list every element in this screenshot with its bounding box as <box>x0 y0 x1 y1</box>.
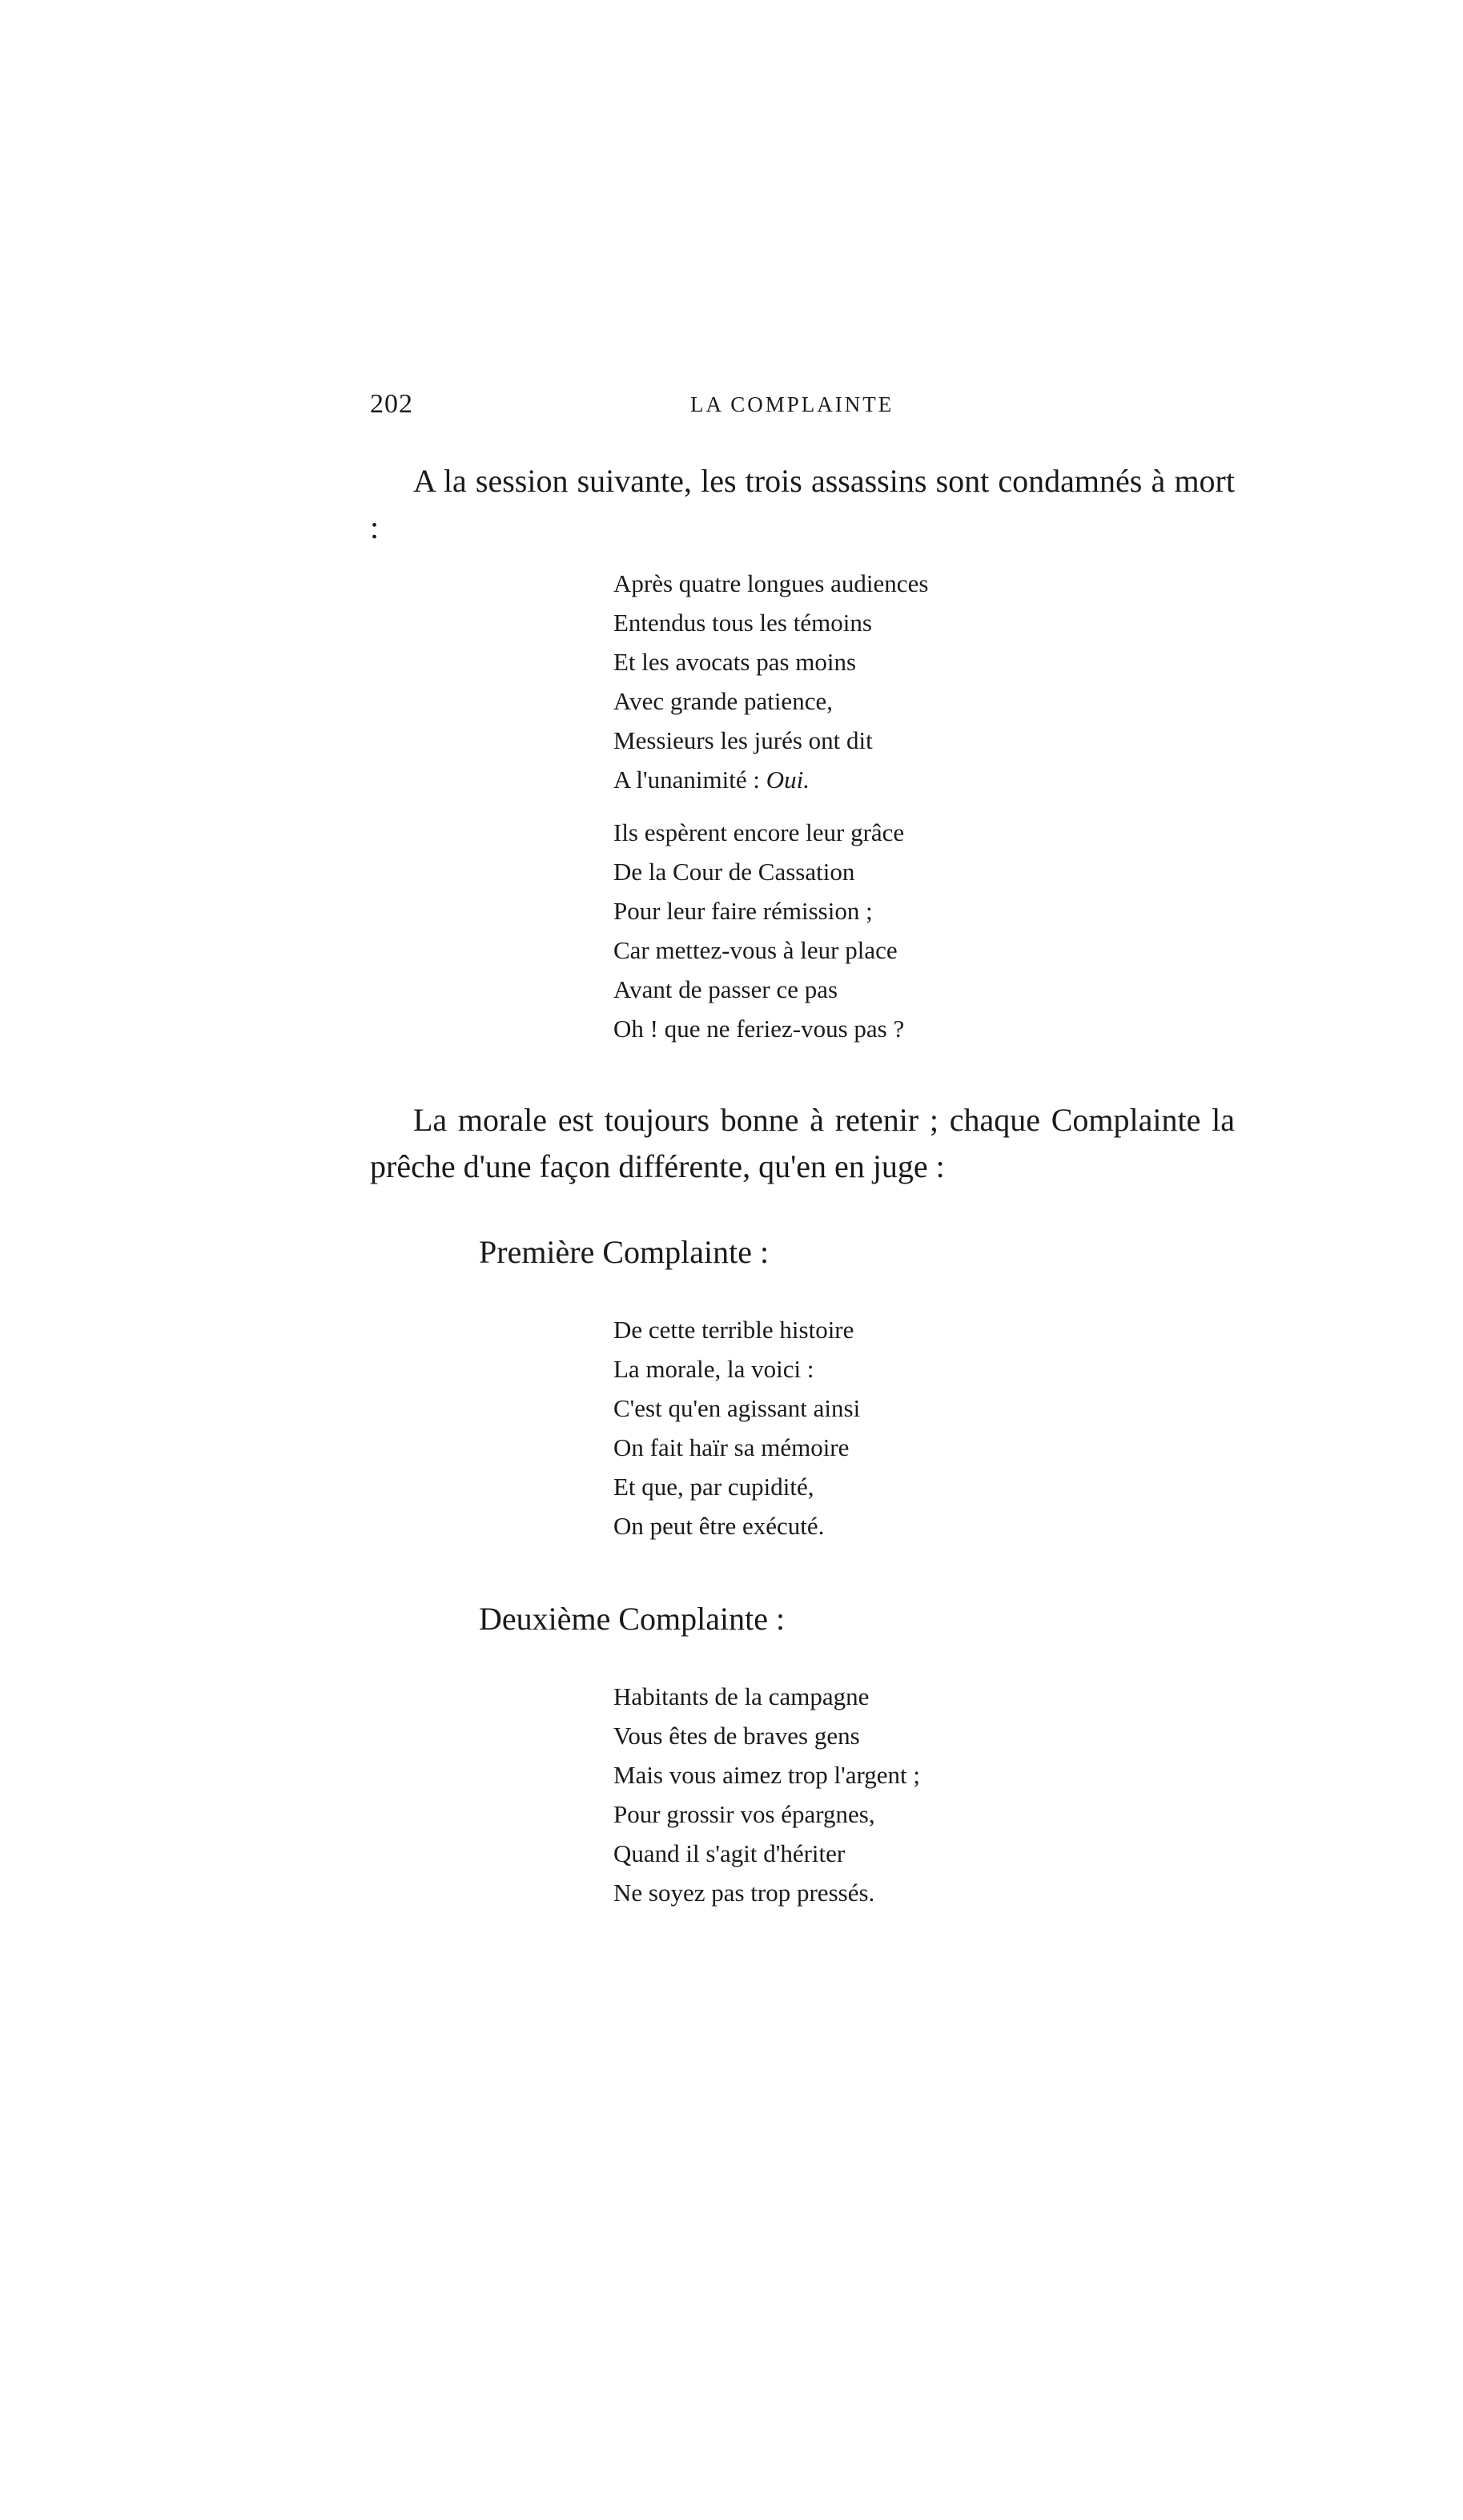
verse-line: La morale, la voici : <box>613 1355 814 1383</box>
complainte-heading: Deuxième Complainte : <box>479 1601 786 1637</box>
page-header <box>370 389 1227 429</box>
verse-line-text: A l'unanimité : <box>613 766 766 794</box>
verse-line: Vous êtes de braves gens <box>613 1722 860 1750</box>
verse-line: On peut être exécuté. <box>613 1512 825 1540</box>
verse-stanza <box>613 1310 1174 1545</box>
paragraph-text: La morale est toujours bonne à retenir ; chaque Complainte la prêche d'une façon différente, qu'en en juge : <box>370 1102 1235 1184</box>
verse-line: De cette terrible histoire <box>613 1316 854 1344</box>
verse-line: Mais vous aimez trop l'argent ; <box>613 1761 920 1789</box>
verse-line: Messieurs les jurés ont dit <box>613 726 873 754</box>
verse-line: Avec grande patience, <box>613 687 833 715</box>
verse-line: On fait haïr sa mémoire <box>613 1433 850 1461</box>
paragraph-sentence <box>370 458 1235 551</box>
verse-line: De la Cour de Cassation <box>613 858 855 886</box>
paragraph-text: A la session suivante, les trois assassins sont condamnés à mort : <box>370 463 1235 545</box>
running-title: LA COMPLAINTE <box>690 392 894 416</box>
verse-line: Quand il s'agit d'hériter <box>613 1839 846 1867</box>
verse-line: Et les avocats pas moins <box>613 648 857 676</box>
page-number: 202 <box>370 389 413 419</box>
verse-line: Et que, par cupidité, <box>613 1473 814 1501</box>
verse-line: Oh ! que ne feriez-vous pas ? <box>613 1015 905 1043</box>
verse-line: Entendus tous les témoins <box>613 609 872 637</box>
verse-line: Car mettez-vous à leur place <box>613 936 898 964</box>
verse-line: Avant de passer ce pas <box>613 975 838 1003</box>
verse-line: C'est qu'en agissant ainsi <box>613 1394 861 1422</box>
verse-line-verdict <box>613 760 1174 799</box>
verse-stanza <box>613 813 1174 1048</box>
verse-line: Après quatre longues audiences <box>613 569 929 597</box>
complainte-heading: Première Complainte : <box>479 1234 770 1270</box>
paragraph-morale <box>370 1097 1235 1190</box>
verse-line: Ils espèrent encore leur grâce <box>613 818 905 846</box>
verse-line: Pour grossir vos épargnes, <box>613 1800 875 1828</box>
verse-line: Habitants de la campagne <box>613 1682 870 1710</box>
verse-line: Pour leur faire rémission ; <box>613 897 873 925</box>
verse-line: Ne soyez pas trop pressés. <box>613 1879 875 1907</box>
verdict-word: Oui. <box>766 766 810 794</box>
verse-stanza <box>613 564 1174 799</box>
verse-stanza <box>613 1677 1174 1912</box>
